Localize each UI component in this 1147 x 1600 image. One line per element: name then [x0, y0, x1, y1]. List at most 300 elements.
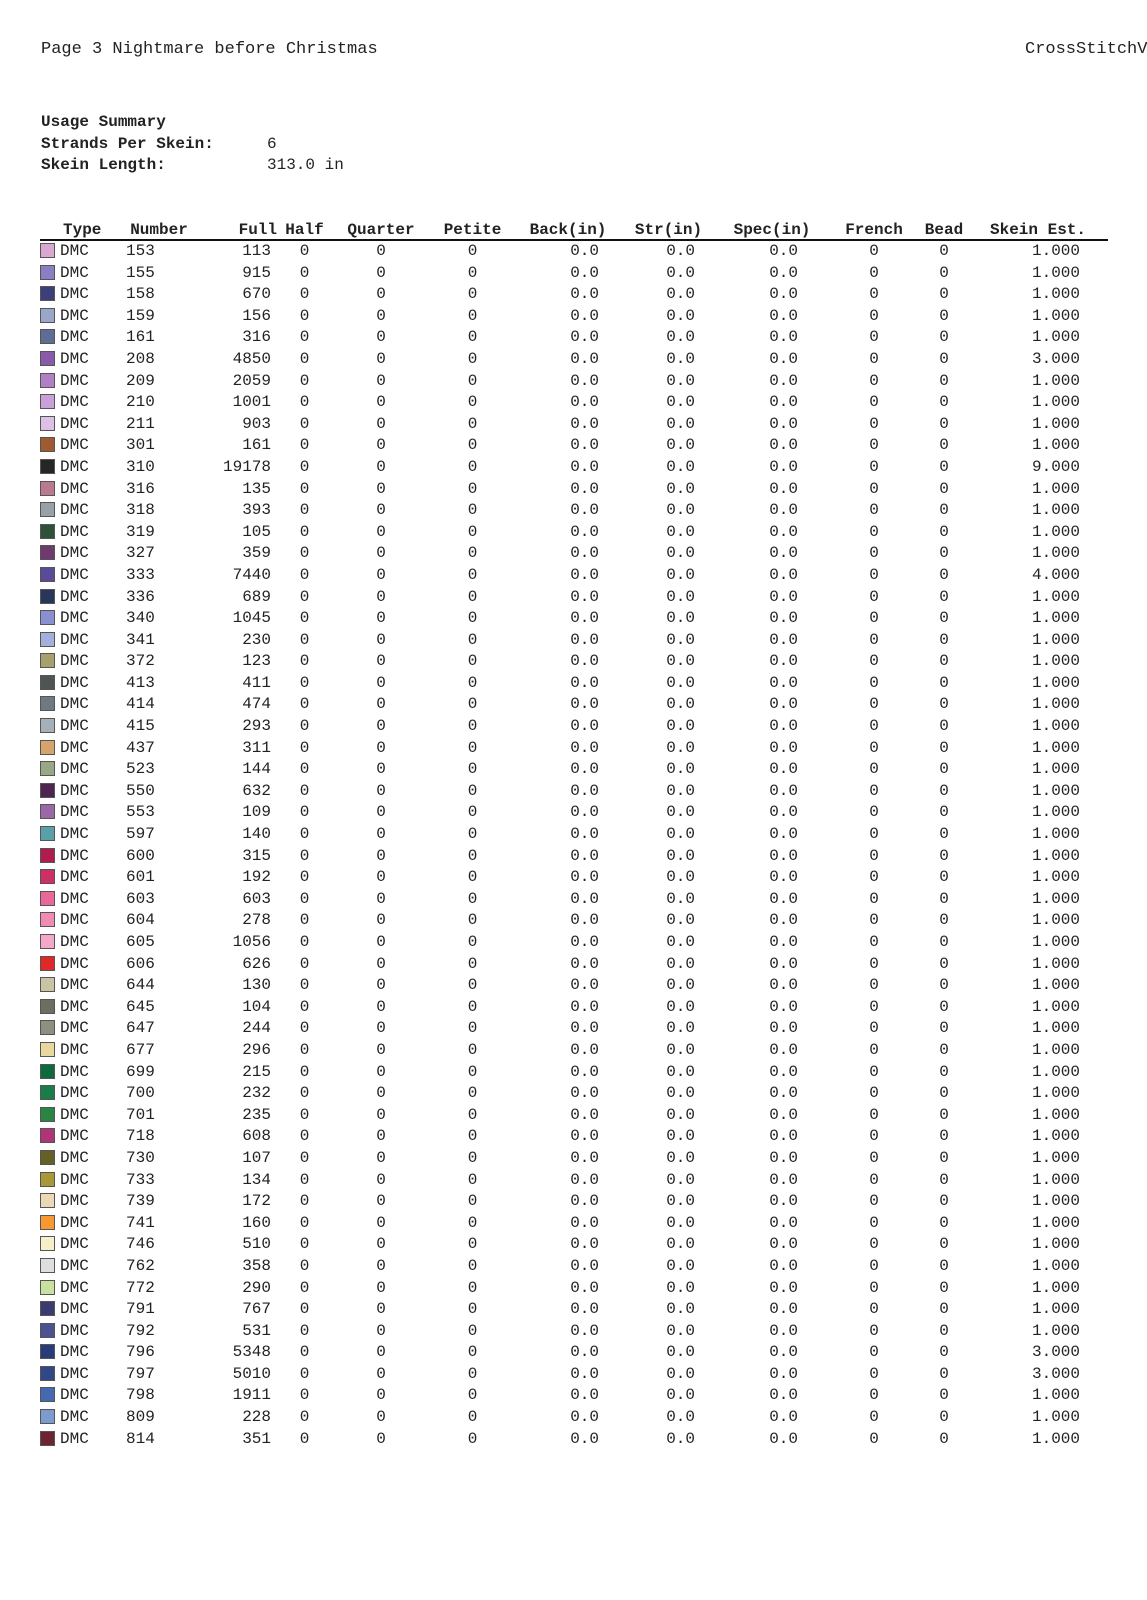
type-label: DMC — [60, 846, 89, 865]
cell-back: 0.0 — [570, 630, 599, 649]
cell-type — [40, 349, 120, 371]
cell-skein-est: 1.000 — [1031, 846, 1080, 865]
cell-skein-est: 1.000 — [1031, 1062, 1080, 1081]
cell-petite: 0 — [467, 997, 478, 1016]
table-row — [40, 759, 1108, 781]
cell-petite: 0 — [467, 673, 478, 692]
cell-skein-est: 1.000 — [1031, 1019, 1080, 1038]
color-swatch-icon — [40, 761, 55, 776]
type-label: DMC — [60, 760, 89, 779]
cell-full: 393 — [242, 501, 271, 520]
cell-str: 0.0 — [666, 1040, 695, 1059]
cell-bead: 0 — [939, 1192, 949, 1211]
type-label: DMC — [60, 1170, 89, 1189]
cell-spec: 0.0 — [769, 479, 798, 498]
cell-spec: 0.0 — [769, 954, 798, 973]
cell-spec: 0.0 — [769, 1300, 798, 1319]
cell-petite: 0 — [467, 889, 478, 908]
cell-type — [40, 1213, 120, 1235]
cell-skein-est: 1.000 — [1031, 1278, 1080, 1297]
cell-str: 0.0 — [666, 1429, 695, 1448]
cell-skein-est: 1.000 — [1031, 306, 1080, 325]
cell-bead: 0 — [939, 673, 949, 692]
cell-skein-est: 4.000 — [1031, 565, 1080, 584]
color-swatch-icon — [40, 869, 55, 884]
cell-spec: 0.0 — [769, 349, 798, 368]
color-swatch-icon — [40, 610, 55, 625]
cell-full: 113 — [242, 242, 271, 260]
cell-half: 0 — [299, 1343, 310, 1362]
cell-half: 0 — [299, 1148, 310, 1167]
cell-half: 0 — [299, 393, 310, 412]
cell-french: 0 — [869, 695, 879, 714]
cell-french: 0 — [869, 652, 879, 671]
cell-number: 553 — [126, 803, 155, 822]
cell-full: 915 — [242, 263, 271, 282]
cell-type — [40, 1278, 120, 1300]
col-header-str: Str(in) — [621, 217, 716, 240]
strands-label: Strands Per Skein: — [41, 134, 214, 153]
cell-full: 140 — [242, 825, 271, 844]
cell-petite: 0 — [467, 1105, 478, 1124]
cell-skein-est: 1.000 — [1031, 414, 1080, 433]
cell-bead: 0 — [939, 868, 949, 887]
cell-type — [40, 1429, 120, 1451]
cell-back: 0.0 — [570, 825, 599, 844]
cell-spec: 0.0 — [769, 781, 798, 800]
cell-number: 644 — [126, 976, 155, 995]
cell-bead: 0 — [939, 652, 949, 671]
cell-back: 0.0 — [570, 609, 599, 628]
cell-quarter: 0 — [376, 846, 386, 865]
cell-petite: 0 — [467, 501, 478, 520]
type-label: DMC — [60, 933, 89, 951]
cell-skein-est: 1.000 — [1031, 1256, 1080, 1275]
cell-spec: 0.0 — [769, 717, 798, 736]
cell-back: 0.0 — [570, 522, 599, 541]
cell-number: 604 — [126, 911, 155, 930]
type-label: DMC — [60, 328, 89, 347]
cell-type — [40, 673, 120, 695]
cell-french: 0 — [869, 1062, 879, 1081]
cell-type — [40, 608, 120, 630]
cell-spec: 0.0 — [769, 1364, 798, 1383]
cell-french: 0 — [869, 1213, 879, 1232]
color-swatch-icon — [40, 416, 55, 431]
cell-full: 903 — [242, 414, 271, 433]
cell-half: 0 — [299, 349, 310, 368]
cell-half: 0 — [299, 1408, 310, 1427]
cell-full: 19178 — [222, 457, 271, 476]
col-header-skein-est: Skein Est. — [968, 217, 1108, 240]
color-swatch-icon — [40, 329, 55, 344]
cell-spec: 0.0 — [769, 1084, 798, 1103]
cell-quarter: 0 — [376, 1343, 386, 1362]
cell-petite: 0 — [467, 1148, 478, 1167]
cell-type — [40, 1407, 120, 1429]
cell-petite: 0 — [467, 868, 478, 887]
cell-number: 153 — [126, 242, 155, 260]
cell-number: 414 — [126, 695, 155, 714]
type-label: DMC — [60, 1105, 89, 1124]
type-label: DMC — [60, 544, 89, 563]
cell-skein-est: 9.000 — [1031, 457, 1080, 476]
cell-type — [40, 781, 120, 803]
type-label: DMC — [60, 1019, 89, 1038]
cell-str: 0.0 — [666, 846, 695, 865]
color-swatch-icon — [40, 1107, 55, 1122]
cell-str: 0.0 — [666, 1235, 695, 1254]
color-swatch-icon — [40, 718, 55, 733]
cell-bead: 0 — [939, 1278, 949, 1297]
cell-spec: 0.0 — [769, 1278, 798, 1297]
cell-spec: 0.0 — [769, 414, 798, 433]
cell-full: 161 — [242, 436, 271, 455]
cell-type — [40, 1062, 120, 1084]
app-name: CrossStitchV — [1025, 40, 1147, 59]
table-row — [40, 1083, 1108, 1105]
cell-str: 0.0 — [666, 954, 695, 973]
cell-petite: 0 — [467, 846, 478, 865]
cell-french: 0 — [869, 1148, 879, 1167]
cell-french: 0 — [869, 738, 879, 757]
table-row — [40, 608, 1108, 630]
cell-quarter: 0 — [376, 1040, 386, 1059]
cell-half: 0 — [299, 976, 310, 995]
cell-back: 0.0 — [570, 479, 599, 498]
cell-type — [40, 975, 120, 997]
cell-back: 0.0 — [570, 1343, 599, 1362]
cell-full: 228 — [242, 1408, 271, 1427]
type-label: DMC — [60, 889, 89, 908]
cell-half: 0 — [299, 803, 310, 822]
cell-french: 0 — [869, 1127, 879, 1146]
cell-number: 741 — [126, 1213, 155, 1232]
cell-half: 0 — [299, 911, 310, 930]
cell-french: 0 — [869, 479, 879, 498]
cell-back: 0.0 — [570, 781, 599, 800]
table-row — [40, 1429, 1108, 1451]
cell-skein-est: 1.000 — [1031, 1408, 1080, 1427]
type-label: DMC — [60, 393, 89, 412]
cell-str: 0.0 — [666, 285, 695, 304]
cell-skein-est: 1.000 — [1031, 825, 1080, 844]
cell-bead: 0 — [939, 976, 949, 995]
cell-petite: 0 — [467, 1192, 478, 1211]
color-swatch-icon — [40, 977, 55, 992]
cell-bead: 0 — [939, 414, 949, 433]
cell-half: 0 — [299, 652, 310, 671]
cell-skein-est: 1.000 — [1031, 803, 1080, 822]
cell-quarter: 0 — [376, 695, 386, 714]
table-row — [40, 1278, 1108, 1300]
cell-quarter: 0 — [376, 1170, 386, 1189]
cell-str: 0.0 — [666, 1062, 695, 1081]
table-row — [40, 1018, 1108, 1040]
cell-quarter: 0 — [376, 803, 386, 822]
color-swatch-icon — [40, 848, 55, 863]
cell-french: 0 — [869, 1386, 879, 1405]
type-label: DMC — [60, 954, 89, 973]
color-swatch-icon — [40, 265, 55, 280]
cell-petite: 0 — [467, 414, 478, 433]
table-row — [40, 1191, 1108, 1213]
cell-french: 0 — [869, 1084, 879, 1103]
type-label: DMC — [60, 1408, 89, 1427]
cell-skein-est: 1.000 — [1031, 1300, 1080, 1319]
cell-petite: 0 — [467, 1062, 478, 1081]
cell-skein-est: 3.000 — [1031, 1343, 1080, 1362]
cell-number: 606 — [126, 954, 155, 973]
cell-quarter: 0 — [376, 522, 386, 541]
cell-half: 0 — [299, 1192, 310, 1211]
cell-half: 0 — [299, 457, 310, 476]
cell-str: 0.0 — [666, 1343, 695, 1362]
cell-half: 0 — [299, 1235, 310, 1254]
cell-bead: 0 — [939, 1105, 949, 1124]
cell-petite: 0 — [467, 328, 478, 347]
color-swatch-icon — [40, 740, 55, 755]
col-header-full: Full — [198, 217, 277, 240]
cell-full: 232 — [242, 1084, 271, 1103]
cell-back: 0.0 — [570, 1062, 599, 1081]
cell-back: 0.0 — [570, 803, 599, 822]
cell-full: 235 — [242, 1105, 271, 1124]
cell-full: 104 — [242, 997, 271, 1016]
cell-str: 0.0 — [666, 1300, 695, 1319]
cell-number: 159 — [126, 306, 155, 325]
cell-number: 318 — [126, 501, 155, 520]
cell-bead: 0 — [939, 1062, 949, 1081]
cell-back: 0.0 — [570, 565, 599, 584]
cell-bead: 0 — [939, 522, 949, 541]
cell-french: 0 — [869, 565, 879, 584]
cell-french: 0 — [869, 1429, 879, 1448]
color-swatch-icon — [40, 999, 55, 1014]
cell-quarter: 0 — [376, 544, 386, 563]
cell-petite: 0 — [467, 781, 478, 800]
cell-str: 0.0 — [666, 825, 695, 844]
table-row — [40, 997, 1108, 1019]
cell-skein-est: 1.000 — [1031, 954, 1080, 973]
cell-french: 0 — [869, 1192, 879, 1211]
cell-bead: 0 — [939, 630, 949, 649]
cell-spec: 0.0 — [769, 997, 798, 1016]
type-label: DMC — [60, 263, 89, 282]
color-swatch-icon — [40, 286, 55, 301]
cell-number: 791 — [126, 1300, 155, 1319]
table-row — [40, 932, 1108, 954]
cell-spec: 0.0 — [769, 1386, 798, 1405]
cell-french: 0 — [869, 522, 879, 541]
type-label: DMC — [60, 1084, 89, 1103]
cell-petite: 0 — [467, 652, 478, 671]
cell-petite: 0 — [467, 1019, 478, 1038]
cell-quarter: 0 — [376, 371, 386, 390]
cell-back: 0.0 — [570, 1321, 599, 1340]
cell-back: 0.0 — [570, 1213, 599, 1232]
cell-number: 730 — [126, 1148, 155, 1167]
type-label: DMC — [60, 306, 89, 325]
cell-str: 0.0 — [666, 781, 695, 800]
cell-spec: 0.0 — [769, 738, 798, 757]
cell-french: 0 — [869, 414, 879, 433]
cell-petite: 0 — [467, 911, 478, 930]
cell-str: 0.0 — [666, 522, 695, 541]
cell-str: 0.0 — [666, 242, 695, 260]
table-row — [40, 1299, 1108, 1321]
cell-spec: 0.0 — [769, 760, 798, 779]
cell-spec: 0.0 — [769, 825, 798, 844]
color-swatch-icon — [40, 394, 55, 409]
cell-back: 0.0 — [570, 911, 599, 930]
cell-bead: 0 — [939, 587, 949, 606]
cell-full: 311 — [242, 738, 271, 757]
color-swatch-icon — [40, 675, 55, 690]
table-row — [40, 479, 1108, 501]
cell-quarter: 0 — [376, 285, 386, 304]
cell-skein-est: 1.000 — [1031, 889, 1080, 908]
cell-str: 0.0 — [666, 1105, 695, 1124]
cell-str: 0.0 — [666, 544, 695, 563]
cell-half: 0 — [299, 1386, 310, 1405]
table-row — [40, 587, 1108, 609]
cell-petite: 0 — [467, 825, 478, 844]
cell-quarter: 0 — [376, 306, 386, 325]
cell-full: 144 — [242, 760, 271, 779]
cell-type — [40, 1105, 120, 1127]
cell-full: 244 — [242, 1019, 271, 1038]
cell-str: 0.0 — [666, 457, 695, 476]
cell-petite: 0 — [467, 522, 478, 541]
cell-full: 315 — [242, 846, 271, 865]
cell-spec: 0.0 — [769, 1429, 798, 1448]
cell-back: 0.0 — [570, 1364, 599, 1383]
color-swatch-icon — [40, 1193, 55, 1208]
cell-petite: 0 — [467, 609, 478, 628]
cell-number: 600 — [126, 846, 155, 865]
cell-french: 0 — [869, 436, 879, 455]
cell-quarter: 0 — [376, 1429, 386, 1448]
cell-full: 316 — [242, 328, 271, 347]
cell-full: 107 — [242, 1148, 271, 1167]
cell-str: 0.0 — [666, 652, 695, 671]
cell-french: 0 — [869, 911, 879, 930]
cell-quarter: 0 — [376, 997, 386, 1016]
cell-back: 0.0 — [570, 976, 599, 995]
cell-half: 0 — [299, 1127, 310, 1146]
cell-quarter: 0 — [376, 501, 386, 520]
cell-half: 0 — [299, 306, 310, 325]
cell-skein-est: 1.000 — [1031, 1127, 1080, 1146]
type-label: DMC — [60, 565, 89, 584]
cell-full: 156 — [242, 306, 271, 325]
type-label: DMC — [60, 781, 89, 800]
cell-type — [40, 1148, 120, 1170]
cell-spec: 0.0 — [769, 1235, 798, 1254]
cell-full: 358 — [242, 1256, 271, 1275]
cell-half: 0 — [299, 501, 310, 520]
cell-number: 336 — [126, 587, 155, 606]
cell-french: 0 — [869, 954, 879, 973]
cell-str: 0.0 — [666, 1127, 695, 1146]
table-row — [40, 1170, 1108, 1192]
cell-skein-est: 3.000 — [1031, 349, 1080, 368]
cell-bead: 0 — [939, 501, 949, 520]
color-swatch-icon — [40, 1409, 55, 1424]
cell-french: 0 — [869, 760, 879, 779]
cell-back: 0.0 — [570, 328, 599, 347]
cell-number: 792 — [126, 1321, 155, 1340]
cell-type — [40, 457, 120, 479]
table-body — [40, 240, 1108, 1450]
cell-quarter: 0 — [376, 933, 386, 951]
type-label: DMC — [60, 1127, 89, 1146]
cell-petite: 0 — [467, 1321, 478, 1340]
type-label: DMC — [60, 997, 89, 1016]
cell-skein-est: 3.000 — [1031, 1364, 1080, 1383]
cell-petite: 0 — [467, 479, 478, 498]
color-swatch-icon — [40, 373, 55, 388]
cell-str: 0.0 — [666, 1170, 695, 1189]
cell-quarter: 0 — [376, 825, 386, 844]
cell-bead: 0 — [939, 695, 949, 714]
cell-skein-est: 1.000 — [1031, 1148, 1080, 1167]
cell-bead: 0 — [939, 1148, 949, 1167]
cell-french: 0 — [869, 501, 879, 520]
cell-skein-est: 1.000 — [1031, 630, 1080, 649]
table-row — [40, 1342, 1108, 1364]
color-swatch-icon — [40, 437, 55, 452]
cell-bead: 0 — [939, 1300, 949, 1319]
cell-half: 0 — [299, 1213, 310, 1232]
cell-spec: 0.0 — [769, 1019, 798, 1038]
cell-type — [40, 630, 120, 652]
cell-number: 413 — [126, 673, 155, 692]
cell-bead: 0 — [939, 544, 949, 563]
table-row — [40, 910, 1108, 932]
cell-str: 0.0 — [666, 1256, 695, 1275]
cell-number: 809 — [126, 1408, 155, 1427]
cell-french: 0 — [869, 997, 879, 1016]
cell-type — [40, 716, 120, 738]
cell-full: 130 — [242, 976, 271, 995]
cell-bead: 0 — [939, 738, 949, 757]
color-swatch-icon — [40, 567, 55, 582]
cell-back: 0.0 — [570, 1019, 599, 1038]
type-label: DMC — [60, 479, 89, 498]
cell-str: 0.0 — [666, 414, 695, 433]
cell-quarter: 0 — [376, 263, 386, 282]
color-swatch-icon — [40, 1344, 55, 1359]
cell-half: 0 — [299, 1040, 310, 1059]
cell-spec: 0.0 — [769, 1127, 798, 1146]
cell-spec: 0.0 — [769, 1170, 798, 1189]
table-row — [40, 846, 1108, 868]
table-row — [40, 738, 1108, 760]
cell-quarter: 0 — [376, 1192, 386, 1211]
cell-french: 0 — [869, 1019, 879, 1038]
type-label: DMC — [60, 457, 89, 476]
length-label: Skein Length: — [41, 156, 166, 174]
cell-number: 155 — [126, 263, 155, 282]
cell-half: 0 — [299, 522, 310, 541]
cell-half: 0 — [299, 825, 310, 844]
cell-number: 601 — [126, 868, 155, 887]
cell-str: 0.0 — [666, 1278, 695, 1297]
cell-quarter: 0 — [376, 1408, 386, 1427]
cell-type — [40, 1170, 120, 1192]
